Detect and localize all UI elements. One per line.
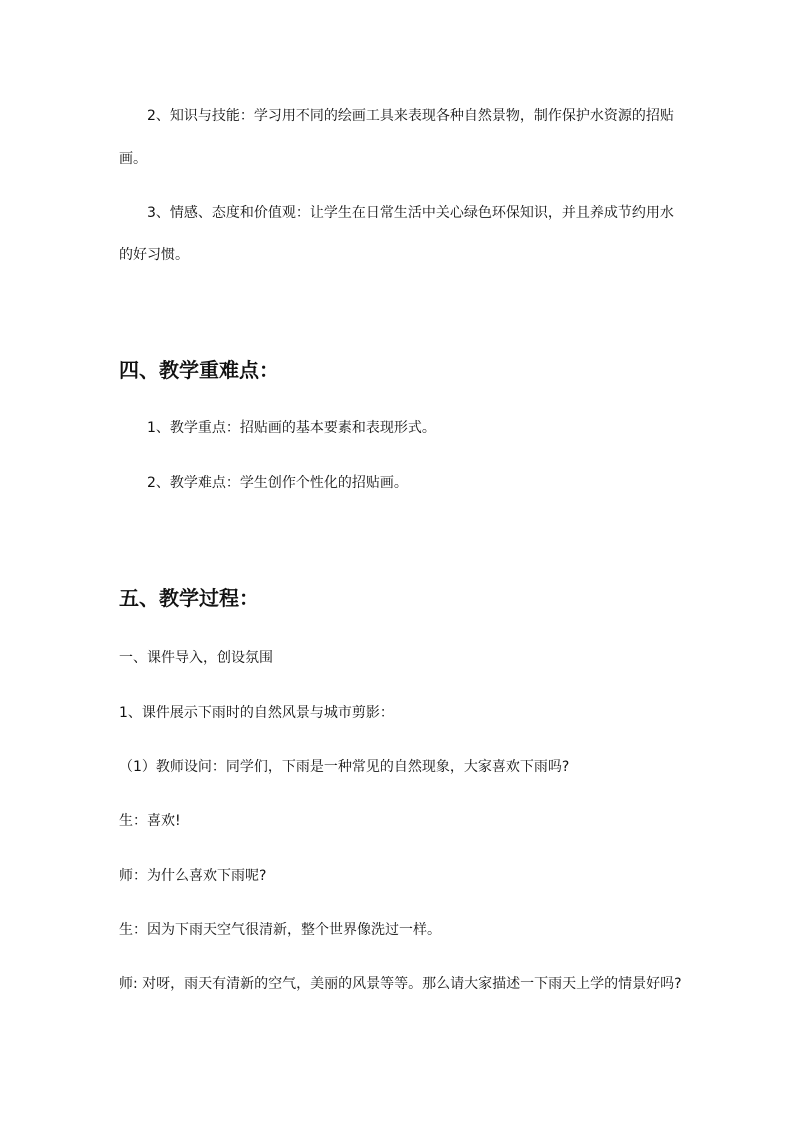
student-answer-2: 生：因为下雨天空气很清新，整个世界像洗过一样。 [119,922,441,938]
objective-item-2-line-2: 画。 [119,151,147,167]
process-sub-1: 1、课件展示下雨时的自然风景与城市剪影： [119,705,394,721]
teacher-question-1: （1）教师设问：同学们，下雨是一种常见的自然现象，大家喜欢下雨吗? [119,759,570,775]
teacher-question-3: 师: 对呀，雨天有清新的空气，美丽的风景等等。那么请大家描述一下雨天上学的情景好吗? [119,976,682,992]
key-point: 1、教学重点：招贴画的基本要素和表现形式。 [147,420,436,436]
section-5-heading: 五、教学过程： [119,586,259,610]
objective-item-3-line-2: 的好习惯。 [119,247,189,263]
teacher-question-2: 师：为什么喜欢下雨呢? [119,868,267,884]
objective-item-2-line-1: 2、知识与技能：学习用不同的绘画工具来表现各种自然景物，制作保护水资源的招贴 [147,108,674,124]
difficulty-point: 2、教学难点：学生创作个性化的招贴画。 [147,475,408,491]
student-answer-1: 生：喜欢! [119,813,181,829]
objective-item-3-line-1: 3、情感、态度和价值观：让学生在日常生活中关心绿色环保知识，并且养成节约用水 [147,205,674,221]
section-4-heading: 四、教学重难点： [119,358,279,382]
process-step-1: 一、课件导入，创设氛围 [119,650,273,666]
